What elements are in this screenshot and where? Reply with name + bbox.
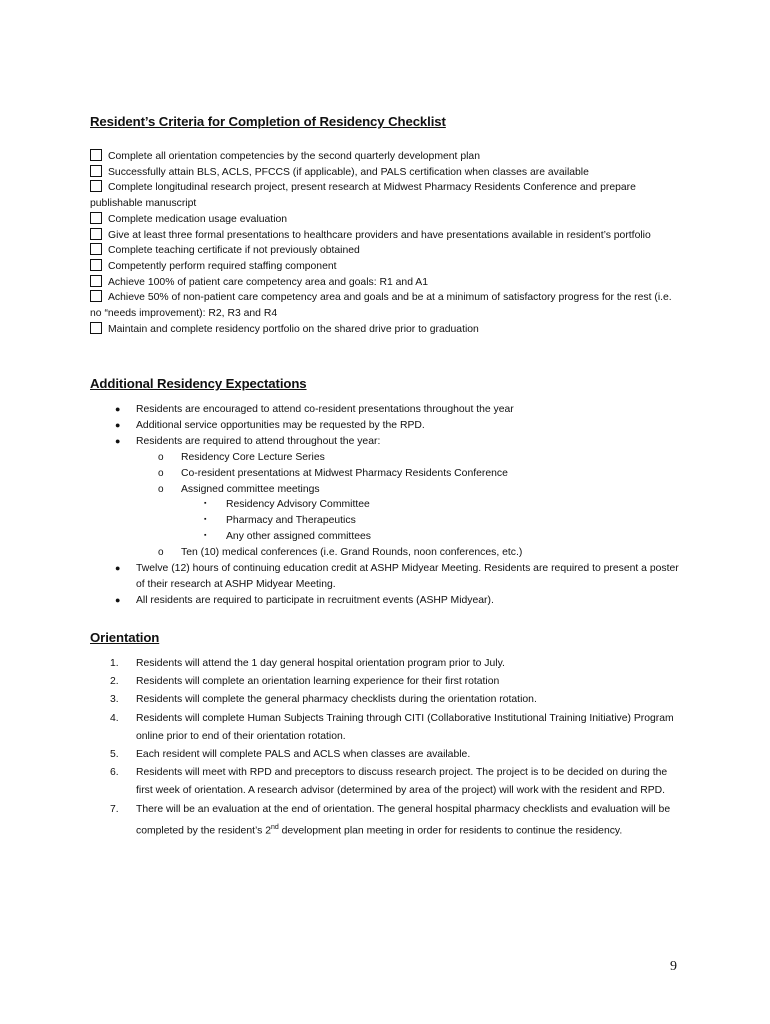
bullet-marker: ● (115, 404, 121, 414)
expectations-title: Additional Residency Expectations (90, 376, 307, 391)
numbered-item (90, 746, 680, 764)
checklist-item-text: Competently perform required staffing component (108, 260, 337, 272)
checkbox[interactable] (90, 243, 102, 255)
sub-list-item (90, 450, 680, 466)
list-item (90, 593, 680, 609)
item-number: 7. (110, 803, 119, 815)
checkbox[interactable] (90, 322, 102, 334)
list-item-text: Pharmacy and Therapeutics (226, 515, 356, 527)
sub-list-item (90, 545, 680, 561)
list-item-text: All residents are required to participate in recruitment events (ASHP Midyear). (136, 594, 494, 606)
checklist-item-text: Give at least three formal presentations to healthcare providers and have presentations available in resident’s portfolio (108, 229, 651, 241)
checklist-item (90, 180, 680, 211)
list-item-text: Residents are required to attend throughout the year: (136, 435, 381, 447)
list-item-text: Additional service opportunities may be requested by the RPD. (136, 419, 425, 431)
checkbox[interactable] (90, 275, 102, 287)
numbered-item-text: Residents will complete the general pharmacy checklists during the orientation rotation. (136, 694, 537, 706)
checklist-item (90, 243, 680, 259)
square-bullet-marker: ▪ (204, 532, 207, 540)
checklist-title: Resident’s Criteria for Completion of Residency Checklist (90, 114, 446, 129)
numbered-item-text: There will be an evaluation at the end of orientation. The general hospital pharmacy checklists and evaluation will be completed by the resident’s 2 (136, 803, 671, 837)
item-number: 5. (110, 749, 119, 761)
sub-bullet-marker: o (158, 467, 164, 479)
numbered-item-text: Residents will complete an orientation learning experience for their first rotation (136, 676, 500, 688)
sub-list-item (90, 482, 680, 498)
sub-sub-list-item (90, 497, 680, 513)
list-item (90, 561, 680, 593)
numbered-item (90, 691, 680, 709)
item-number: 1. (110, 658, 119, 669)
checkbox[interactable] (90, 212, 102, 224)
page-number: 9 (670, 959, 677, 974)
checklist-item-text: Complete medication usage evaluation (108, 213, 288, 225)
item-number: 4. (110, 712, 119, 724)
numbered-item-text-continued: development plan meeting in order for residents to continue the residency. (278, 825, 623, 837)
numbered-item-text: Residents will attend the 1 day general hospital orientation program prior to July. (136, 658, 505, 669)
expectations-list (90, 402, 680, 609)
checkbox[interactable] (90, 228, 102, 240)
bullet-marker: ● (115, 563, 121, 574)
checklist-item (90, 212, 680, 228)
checklist-item (90, 275, 680, 291)
checklist-item-text: Achieve 100% of patient care competency area and goals: R1 and A1 (108, 276, 429, 288)
checkbox[interactable] (90, 165, 102, 177)
sub-sub-list-item (90, 529, 680, 545)
bullet-marker: ● (115, 419, 121, 430)
sub-bullet-marker: o (158, 483, 164, 495)
checklist-item (90, 165, 680, 181)
sub-bullet-marker: o (158, 547, 164, 559)
square-bullet-marker: ▪ (204, 516, 207, 524)
checkbox[interactable] (90, 180, 102, 192)
checklist-item (90, 322, 680, 338)
numbered-item (90, 801, 680, 841)
list-item-text: Twelve (12) hours of continuing education credit at ASHP Midyear Meeting. Residents are required to present a poster of their research at ASHP Midyear Meeting. (136, 563, 679, 590)
checklist-item-text: Complete longitudinal research project, present research at Midwest Pharmacy Residents Conference and prepare publishable manuscript (90, 182, 636, 210)
orientation-list (90, 655, 680, 841)
checkbox[interactable] (90, 149, 102, 161)
bullet-marker: ● (115, 594, 121, 605)
numbered-item (90, 655, 680, 673)
checkbox[interactable] (90, 259, 102, 271)
numbered-item (90, 673, 680, 691)
list-item (90, 402, 680, 418)
orientation-title: Orientation (90, 630, 160, 645)
checklist-item-text: Achieve 50% of non-patient care competency area and goals and be at a minimum of satisfactory progress for the rest (i.e. no “needs improvement): R2, R3 and R4 (90, 292, 672, 320)
list-item-text: Residency Core Lecture Series (181, 451, 325, 463)
sub-sub-list-item (90, 513, 680, 529)
item-number: 6. (110, 767, 119, 779)
checklist-item (90, 259, 680, 275)
checklist-item-text: Successfully attain BLS, ACLS, PFCCS (if applicable), and PALS certification when classes are available (108, 166, 589, 178)
bullet-marker: ● (115, 435, 121, 446)
checklist-item (90, 149, 680, 165)
list-item-text: Ten (10) medical conferences (i.e. Grand Rounds, noon conferences, etc.) (181, 547, 523, 559)
checklist-item (90, 290, 680, 321)
checklist (90, 149, 680, 337)
checklist-item (90, 228, 680, 244)
checklist-item-text: Complete all orientation competencies by the second quarterly development plan (108, 151, 480, 162)
numbered-item (90, 710, 680, 746)
checkbox[interactable] (90, 290, 102, 302)
square-bullet-marker: ▪ (204, 500, 207, 508)
numbered-item-text: Residents will complete Human Subjects Training through CITI (Collaborative Institutional Training Initiative) Program online prior to end of their orientation rotation. (136, 712, 674, 742)
checklist-item-text: Complete teaching certificate if not previously obtained (108, 245, 360, 257)
numbered-item-text: Residents will meet with RPD and preceptors to discuss research project. The project is to be decided on during the first week of orientation. A research advisor (determined by area of the project) will work with the resident and RPD. (136, 767, 668, 797)
numbered-item-text: Each resident will complete PALS and ACLS when classes are available. (136, 749, 471, 761)
numbered-item (90, 764, 680, 800)
list-item-text: Any other assigned committees (226, 531, 371, 543)
sub-list-item (90, 466, 680, 482)
item-number: 3. (110, 694, 119, 706)
item-number: 2. (110, 676, 119, 688)
list-item (90, 434, 680, 450)
sub-bullet-marker: o (158, 451, 164, 463)
list-item-text: Assigned committee meetings (181, 483, 320, 495)
list-item-text: Residents are encouraged to attend co-resident presentations throughout the year (136, 404, 514, 415)
ordinal-superscript: nd (270, 823, 279, 831)
checklist-item-text: Maintain and complete residency portfolio on the shared drive prior to graduation (108, 323, 479, 335)
list-item-text: Co-resident presentations at Midwest Pharmacy Residents Conference (181, 467, 508, 479)
list-item (90, 418, 680, 434)
list-item-text: Residency Advisory Committee (226, 499, 370, 511)
